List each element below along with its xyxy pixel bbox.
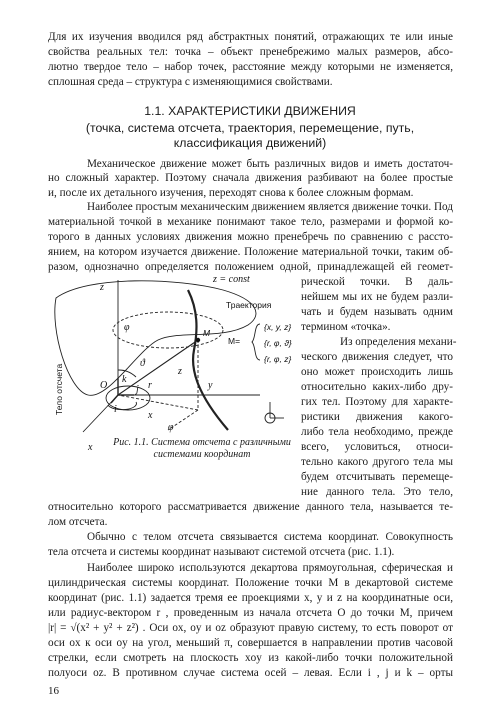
para4-line-2: тела отсчета и системы координат называют системой отсчета (рис. 1.1). [48, 546, 395, 558]
intro-line-3: лютно твердое тело – набор точек, расстояние между которыми не изменяется, [48, 61, 453, 73]
section-subtitle-1: (точка, система отсчета, траектория, перемещение, путь, [85, 121, 415, 135]
trajectory-curve [188, 290, 228, 430]
label-m: M [203, 328, 211, 338]
rotation-ellipse [106, 386, 150, 410]
para3-side-3: оно может происходить лишь [301, 366, 453, 378]
para5-line-2: цилиндрическая системы координат. Положение точки M в декартовой системе [48, 577, 453, 589]
label-phi-top: φ [124, 322, 130, 333]
para5-line-1: Наиболее широко используются декартова прямоугольная, сферическая и [87, 562, 453, 574]
label-set-3: {r, φ, z} [264, 354, 292, 364]
intro-line-2: свойства реальных тел: точка – объект пренебрежимо малых размеров, абсо- [48, 46, 453, 58]
figure-caption-1: Рис. 1.1. Система отсчета с различными [113, 437, 291, 448]
para3-side-9: тельно какого другого тела мы [301, 456, 453, 468]
para3-side-5: гих тел. Поэтому для характе- [301, 396, 453, 408]
point-m [196, 338, 200, 342]
para3-side-6: ристики движения какого- [301, 411, 453, 423]
label-x-axis: x [88, 442, 93, 453]
label-i: i [114, 404, 117, 415]
para2-line-2: материальной точкой в механике понимают такое тело, размерами и формой ко- [48, 216, 453, 228]
section-subtitle-2: классификация движений) [173, 136, 327, 150]
para3-line-2: лом отсчета. [48, 516, 108, 528]
intro-line-1: Для их изучения вводился ряд абстрактных понятий, отражающих те или иные [48, 31, 453, 43]
m-bracket [252, 324, 260, 360]
phi-arc [108, 402, 136, 410]
figure-caption-2: системами координат [153, 449, 251, 460]
label-theta: ϑ [140, 358, 145, 369]
label-z-const: z = const [213, 274, 250, 285]
reference-body-outline [55, 281, 256, 396]
label-reference-body: Тело отсчета [54, 363, 64, 415]
label-origin: O [100, 380, 108, 391]
label-m-eq: M= [228, 336, 241, 346]
para1-line-2: но сложный характер. Поэтому сначала движения разбивают на более простые [48, 172, 453, 184]
para5-line-8: полуоси oz. В противном случае система осей – левая. Если i , j и k – орты [48, 667, 453, 679]
label-y: y [208, 380, 213, 391]
para2-line-1: Наиболее простым механическим движением является движение точки. Под [87, 201, 453, 213]
label-z-top: z [100, 282, 104, 293]
para2-side-2: нейшем мы их не будем разли- [301, 291, 453, 303]
para2-line-4: янием, на котором изучается движение. Положение материальной точки, таким об- [48, 246, 453, 258]
section-title: 1.1. ХАРАКТЕРИСТИКИ ДВИЖЕНИЯ [144, 104, 356, 118]
para2-line-5: разом, однозначно определяется положением одной, принадлежащей ей геомет- [48, 261, 453, 273]
para3-side-10: будем отсчитывать перемеще- [301, 471, 453, 483]
intro-line-4: сплошная среда – структура с изменяющимися свойствами. [48, 76, 333, 88]
label-j: j [136, 384, 139, 395]
label-set-2: {r, φ, ϑ} [264, 338, 292, 348]
label-k: k [122, 374, 127, 385]
label-set-1: {x, y, z} [264, 322, 292, 332]
radius-vector [118, 340, 198, 395]
para3-side-2: ческого движения следует, что [301, 351, 453, 363]
para4-line-1: Обычно с телом отсчета связывается система координат. Совокупность [87, 531, 453, 543]
label-phi-low: φ [168, 422, 174, 433]
para2-side-1: рической точки. В даль- [301, 276, 453, 288]
reference-frame-figure [48, 270, 298, 460]
para5-line-5: |r| = √(x² + y² + z²) . Оси ox, oy и oz образуют правую систему, то есть поворот от [48, 622, 453, 634]
label-trajectory: Траектория [226, 300, 272, 310]
para1-line-3: и, после их детального изучения, переходят снова к более сложным формам. [48, 187, 414, 199]
para3-side-1: Из определения механи- [340, 336, 457, 348]
para3-side-4: относительно каких-либо дру- [301, 381, 453, 393]
para3-side-11: ние данного тела. Это тело, [301, 486, 453, 498]
para2-line-3: торого в данных условиях движения можно пренебречь по сравнению с рассто- [48, 231, 453, 243]
para2-side-4: термином «точка». [301, 321, 391, 333]
para3-side-8: всего, условиться, относи- [301, 441, 453, 453]
para1-line-1: Механическое движение может быть различных видов и иметь достаточ- [87, 158, 453, 170]
label-x: x [148, 410, 153, 421]
para2-side-3: чать и будем называть одним [301, 306, 453, 318]
para5-line-7: стрелки, если смотреть на плоскость xoy из какой-либо точки положительной [48, 652, 453, 664]
para3-line-1: относительно которого рассматривается движение данного тела, называется те- [48, 501, 453, 513]
para5-line-4: или радиус-вектором r , проведенным из начала отсчета O до точки M, причем [48, 607, 453, 619]
label-r: r [148, 380, 152, 391]
label-z-small: z [178, 366, 182, 377]
page-number: 16 [48, 685, 59, 697]
para3-side-7: либо тела необходимо, прежде [301, 426, 453, 438]
para5-line-6: оси ox к оси oy на угол, меньший π, совершается в направлении против часовой [48, 637, 453, 649]
para5-line-3: координат (рис. 1.1) задается тремя ее проекциями x, y и z на координатные оси, [48, 592, 453, 604]
